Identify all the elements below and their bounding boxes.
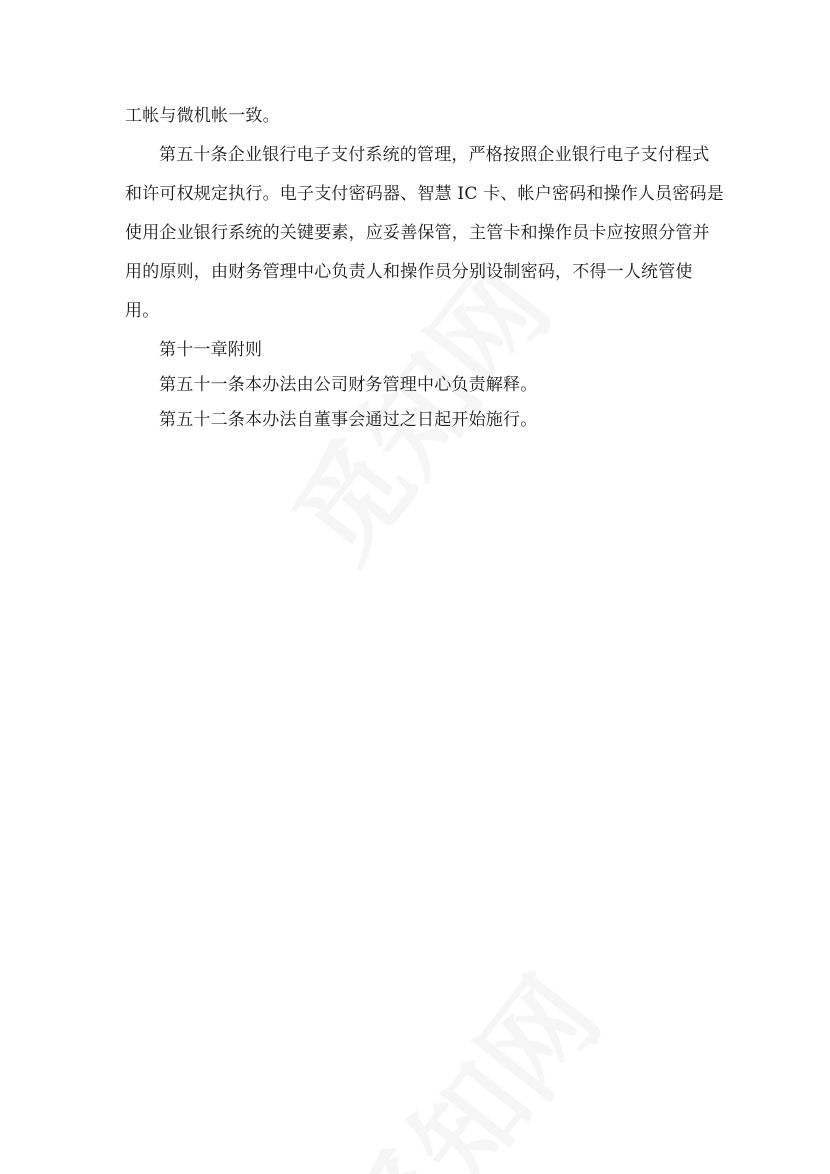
paragraph-line: 第五十二条本办法自董事会通过之日起开始施行。 bbox=[159, 410, 538, 430]
paragraph-line: 第五十条企业银行电子支付系统的管理，严格按照企业银行电子支付程式 bbox=[159, 145, 710, 165]
watermark bbox=[301, 940, 629, 1174]
document-body bbox=[125, 107, 725, 450]
chapter-heading: 第十一章附则 bbox=[159, 340, 263, 360]
paragraph-line: 使用企业银行系统的关键要素，应妥善保管，主管卡和操作员卡应按照分管并 bbox=[125, 223, 710, 243]
paragraph-line: 和许可权规定执行。电子支付密码器、智慧 IC 卡、帐户密码和操作人员密码是 bbox=[125, 184, 724, 204]
paragraph-line: 第五十一条本办法由公司财务管理中心负责解释。 bbox=[159, 375, 538, 395]
paragraph-line: 工帐与微机帐一致。 bbox=[125, 106, 280, 126]
paragraph-line: 用的原则，由财务管理中心负责人和操作员分别设制密码，不得一人统管使 bbox=[125, 262, 693, 282]
paragraph-line: 用。 bbox=[125, 301, 160, 321]
